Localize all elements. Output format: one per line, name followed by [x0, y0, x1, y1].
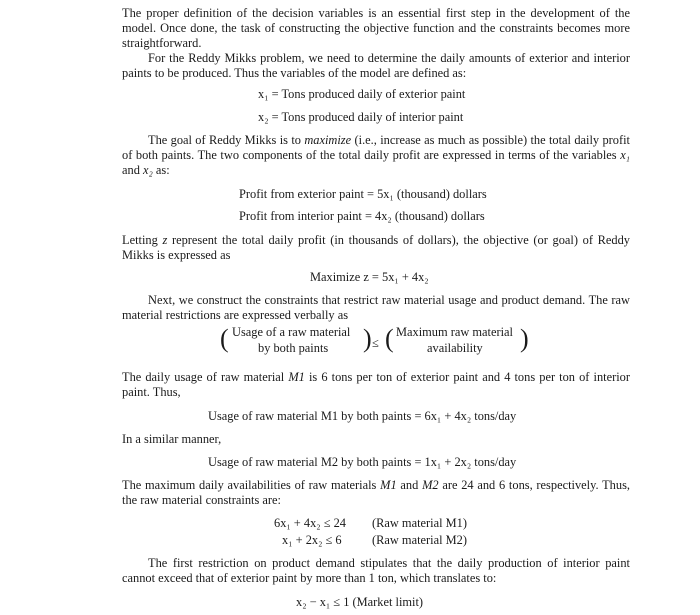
equation-variable-x2: x₂ = Tons produced daily of interior paint	[258, 110, 464, 124]
objective-text-b: represent the total daily profit (in thousands of dollars), the objective (or goal) of Reddy Mikks is expressed as	[122, 233, 630, 263]
verbal-right-line1: Maximum raw material	[396, 325, 513, 339]
left-open-paren: (	[220, 324, 229, 353]
paragraph-availabilities	[122, 478, 630, 508]
equation-objective: Maximize z = 5x₁ + 4x₂	[310, 270, 429, 284]
equation-profit-exterior: Profit from exterior paint = 5x₁ (thousand) dollars	[239, 187, 487, 201]
paragraph-usage-M1	[122, 370, 630, 400]
availability-text-c: are 24 and 6 tons, respectively. Thus, the raw material constraints are:	[122, 478, 630, 508]
symbol-M2: M2	[422, 478, 439, 492]
constraint-M2-label: (Raw material M2)	[372, 533, 467, 547]
paragraph-variables-intro: For the Reddy Mikks problem, we need to determine the daily amounts of exterior and interior paints to be produced. Thus the variables of the model are defined as:	[122, 51, 630, 81]
symbol-M1: M1	[288, 370, 305, 384]
goal-text-d: as:	[152, 163, 170, 178]
usage-text-a: The daily usage of raw material	[122, 370, 289, 384]
usage-text-b: is 6 tons per ton of exterior paint and 4 tons per ton of interior paint. Thus,	[122, 370, 631, 400]
verbal-right-line2: availability	[427, 341, 483, 355]
paragraph-similar-manner: In a similar manner,	[122, 432, 222, 446]
constraint-M2-lhs: x₁ + 2x₂ ≤ 6	[282, 533, 342, 547]
availability-text-a: The maximum daily availabilities of raw materials	[122, 478, 381, 492]
symbol-x2: x₂	[143, 163, 153, 178]
equation-usage-M2: Usage of raw material M2 by both paints = 1x₁ + 2x₂ tons/day	[208, 455, 517, 469]
goal-text-a: The goal of Reddy Mikks is to	[148, 133, 305, 147]
right-open-paren: (	[385, 324, 394, 353]
constraint-M1-lhs: 6x₁ + 4x₂ ≤ 24	[274, 516, 346, 530]
verbal-left-line2: by both paints	[258, 341, 329, 355]
symbol-x1: x₁	[620, 148, 630, 163]
verbal-left-line1: Usage of a raw material	[232, 325, 351, 339]
equation-usage-M1: Usage of raw material M1 by both paints = 6x₁ + 4x₂ tons/day	[208, 409, 517, 423]
verbal-relation: ≤	[372, 336, 379, 350]
symbol-z: z	[162, 233, 168, 247]
constraint-M1-label: (Raw material M1)	[372, 516, 467, 530]
goal-text-c: and	[122, 163, 143, 178]
symbol-M1-2: M1	[380, 478, 397, 492]
left-close-paren: )	[363, 324, 372, 353]
goal-emphasis-maximize: maximize	[304, 133, 352, 147]
equation-market-limit: x₂ − x₁ ≤ 1 (Market limit)	[296, 595, 424, 609]
equation-profit-interior: Profit from interior paint = 4x₂ (thousand) dollars	[239, 209, 485, 223]
goal-text-b: (i.e., increase as much as possible) the total daily profit of both paints. The two components of the total daily profit are expressed in terms of the variables	[122, 133, 631, 163]
availability-text-b: and	[396, 478, 423, 492]
paragraph-decision-variables: The proper definition of the decision variables is an essential first step in the development of the model. Once done, the task of constructing the objective function and the constraints becomes more straightforward.	[122, 6, 630, 51]
objective-text-a: Letting	[122, 233, 163, 247]
paragraph-objective-intro	[122, 233, 630, 263]
paragraph-goal	[122, 133, 630, 179]
paragraph-demand-restriction: The first restriction on product demand stipulates that the daily production of interior paint cannot exceed that of exterior paint by more than 1 ton, which translates to:	[122, 556, 630, 586]
equation-variable-x1: x₁ = Tons produced daily of exterior paint	[258, 87, 466, 101]
paragraph-constraints-intro: Next, we construct the constraints that restrict raw material usage and product demand. The raw material restrictions are expressed verbally as	[122, 293, 630, 323]
right-close-paren: )	[520, 324, 529, 353]
